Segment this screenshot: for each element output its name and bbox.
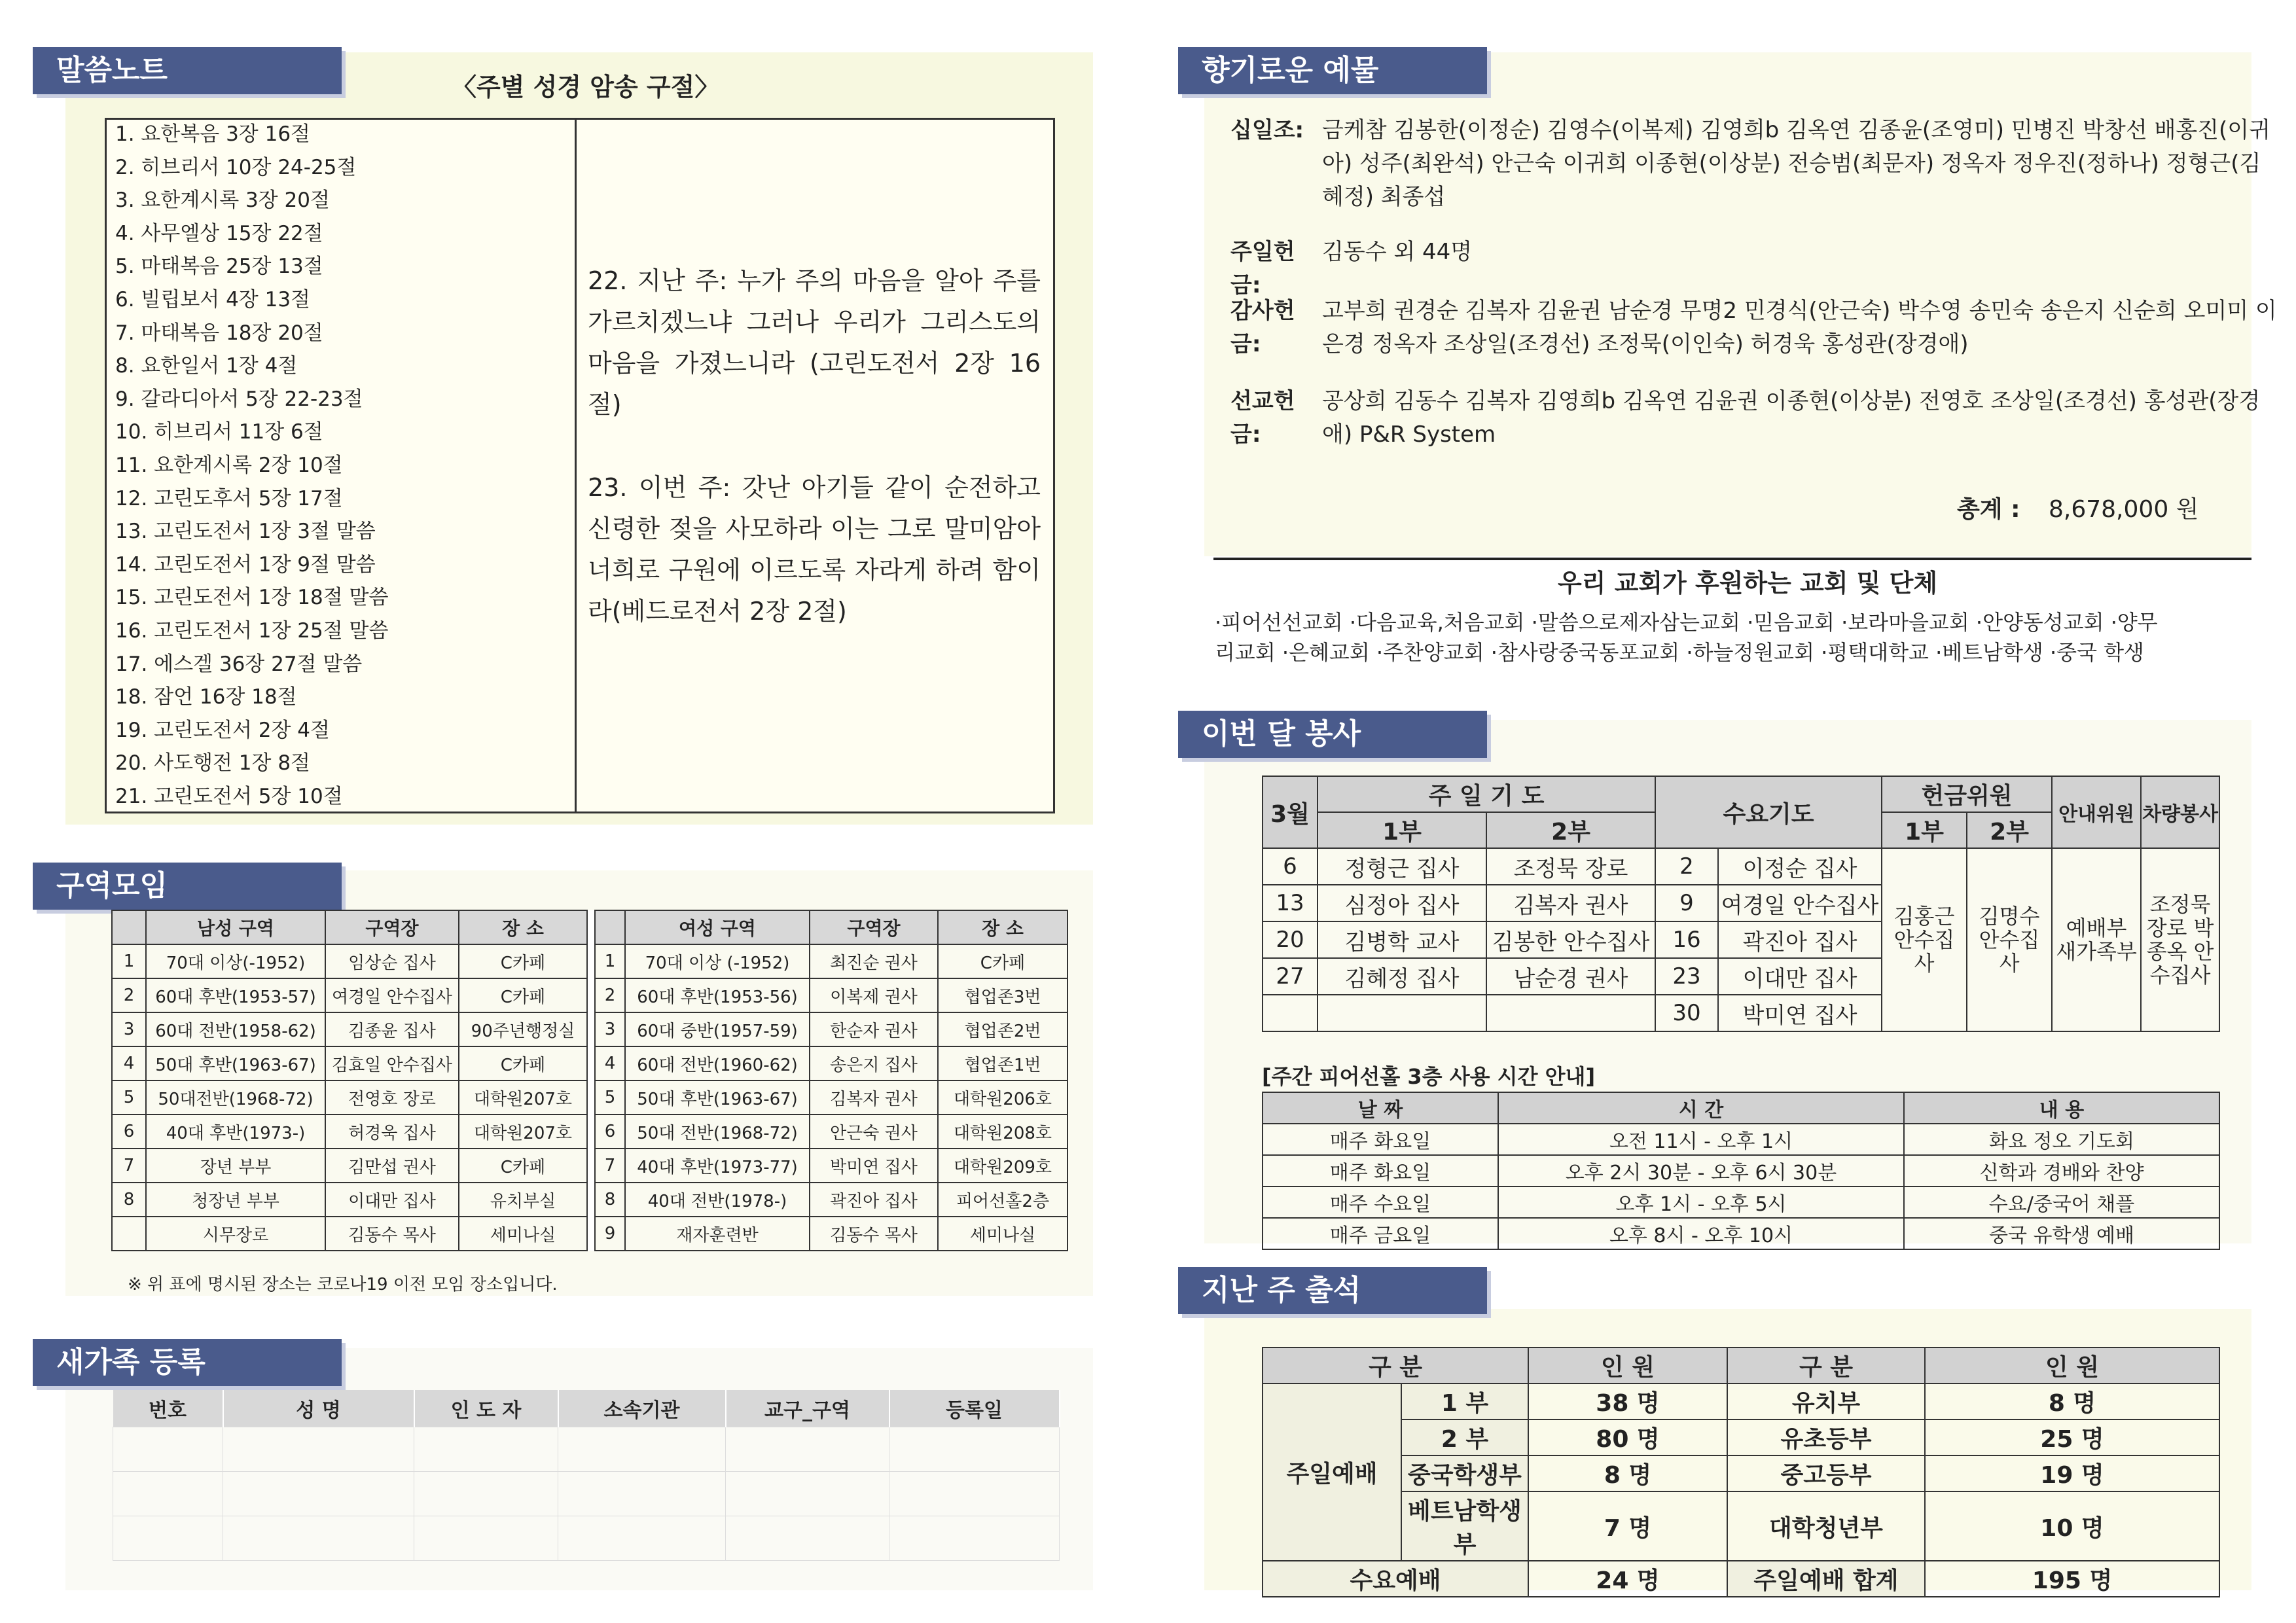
women-cell: 안근숙 권사 (810, 1115, 938, 1149)
verse-item: 8. 요한일서 1장 4절 (115, 354, 298, 378)
hall-cell: 매주 화요일 (1263, 1155, 1498, 1186)
verse-item: 3. 요한계시록 3장 20절 (115, 188, 330, 213)
thanks-offering-names: 고부희 권경순 김복자 김윤권 남순경 무명2 민경식(안근숙) 박수영 송민숙 송은지 신순희 오미미 이은경 정옥자 조상일(조경선) 조정묵(이인숙) 허경욱 홍성관(장경애) (1322, 298, 2277, 357)
verse-item: 4. 사무엘상 15장 22절 (115, 221, 323, 245)
att-col-header: 인 원 (1925, 1347, 2219, 1383)
new-family-cell[interactable] (414, 1516, 558, 1560)
new-family-cell[interactable] (113, 1516, 223, 1560)
men-cell: 대학원207호 (459, 1115, 587, 1149)
new-family-cell[interactable] (726, 1427, 889, 1471)
hall-title: [주간 피어선홀 3층 사용 시간 안내] (1262, 1064, 1596, 1089)
men-cell: 김동수 목사 (325, 1217, 459, 1251)
service-cell: 김복자 권사 (1486, 885, 1655, 921)
district-gap (587, 1115, 595, 1149)
hall-cell: 중국 유학생 예배 (1904, 1218, 2219, 1249)
guide-header: 안내위원 (2052, 776, 2141, 848)
sunday-total-label: 주일예배 합계 (1727, 1561, 1925, 1597)
att-col-header: 구 분 (1727, 1347, 1925, 1383)
women-cell: 박미연 집사 (810, 1149, 938, 1183)
service-cell: 김병학 교사 (1318, 921, 1486, 958)
hall-cell: 신학과 경배와 찬양 (1904, 1155, 2219, 1186)
attendance-row (1263, 1455, 2219, 1491)
this-week-verse: 23. 이번 주: 갓난 아기들 같이 순전하고 신령한 젖을 사모하라 이는 그로 말미암아 너희로 구원에 이르도록 자라게 하려 함이라(베드로전서 2장 2절) (588, 473, 1041, 626)
district-gap (587, 1183, 595, 1217)
women-cell: 40대 전반(1978-) (625, 1183, 810, 1217)
offering-part2-header: 2부 (1967, 812, 2052, 848)
men-cell: C카페 (459, 1149, 587, 1183)
women-cell: 세미나실 (938, 1217, 1067, 1251)
attendance-cell: 1 부 (1401, 1383, 1528, 1419)
women-cell: 이복제 권사 (810, 978, 938, 1012)
women-cell: C카페 (938, 944, 1067, 978)
women-cell: 2 (595, 978, 625, 1012)
wed-prayer-header: 수요기도 (1655, 776, 1882, 848)
service-cell: 남순경 권사 (1486, 958, 1655, 995)
service-offering2: 김명수 안수집사 (1967, 848, 2052, 1031)
offering-mission-row (1230, 385, 2278, 452)
new-family-cell[interactable] (113, 1471, 223, 1516)
attendance-cell: 25 명 (1925, 1419, 2219, 1455)
women-cell: 송은지 집사 (810, 1046, 938, 1080)
men-cell: 3 (112, 1012, 146, 1046)
men-col-header: 장 소 (459, 910, 587, 944)
new-family-cell[interactable] (558, 1516, 726, 1560)
att-col-header: 구 분 (1263, 1347, 1528, 1383)
verse-item: 12. 고린도후서 5장 17절 (115, 486, 343, 510)
new-family-col-header: 등록일 (889, 1390, 1060, 1427)
new-family-cell[interactable] (558, 1427, 726, 1471)
hall-cell: 수요/중국어 채플 (1904, 1186, 2219, 1218)
women-cell: 60대 중반(1957-59) (625, 1012, 810, 1046)
word-note-header: 말씀노트 (33, 47, 342, 94)
attendance-cell: 19 명 (1925, 1455, 2219, 1491)
women-cell: 협업존2번 (938, 1012, 1067, 1046)
hall-col-header: 날 짜 (1263, 1092, 1498, 1124)
verse-item: 18. 잠언 16장 18절 (115, 685, 297, 709)
hall-row (1263, 1186, 2219, 1218)
new-family-col-header: 인 도 자 (414, 1390, 558, 1427)
men-cell: C카페 (459, 1046, 587, 1080)
men-cell: 4 (112, 1046, 146, 1080)
women-cell: 50대 전반(1968-72) (625, 1115, 810, 1149)
hall-cell: 오후 1시 - 오후 5시 (1498, 1186, 1904, 1218)
women-cell: 60대 후반(1953-56) (625, 978, 810, 1012)
new-family-cell[interactable] (414, 1471, 558, 1516)
attendance-cell: 중국학생부 (1401, 1455, 1528, 1491)
verse-item: 21. 고린도전서 5장 10절 (115, 784, 343, 808)
men-cell: 40대 후반(1973-) (146, 1115, 325, 1149)
men-cell: 60대 전반(1958-62) (146, 1012, 325, 1046)
attendance-total-row (1263, 1561, 2219, 1597)
mission-offering-names: 공상희 김동수 김복자 김영희b 김옥연 김윤권 이종현(이상분) 전영호 조상일(조경선) 홍성관(장경애) P&R System (1322, 388, 2261, 448)
hall-row (1263, 1124, 2219, 1155)
women-cell: 한순자 권사 (810, 1012, 938, 1046)
men-cell: 5 (112, 1080, 146, 1115)
men-cell: 90주년행정실 (459, 1012, 587, 1046)
men-cell (112, 1217, 146, 1251)
offering-divider (1213, 558, 2251, 560)
new-family-table (113, 1390, 1060, 1561)
women-cell: 협업존1번 (938, 1046, 1067, 1080)
women-cell: 피어선홀2층 (938, 1183, 1067, 1217)
verse-item: 2. 히브리서 10장 24-25절 (115, 155, 357, 179)
women-cell: 70대 이상 (-1952) (625, 944, 810, 978)
hall-col-header: 내 용 (1904, 1092, 2219, 1124)
district-gap (587, 1012, 595, 1046)
new-family-row (113, 1427, 1060, 1471)
service-vehicle-val: 조정묵 장로 박종옥 안수집사 (2141, 848, 2219, 1031)
district-num-header (595, 910, 625, 944)
men-cell: 6 (112, 1115, 146, 1149)
service-cell: 27 (1263, 958, 1318, 995)
men-cell: 장년 부부 (146, 1149, 325, 1183)
service-cell: 정형근 집사 (1318, 848, 1486, 885)
attendance-row (1263, 1383, 2219, 1419)
men-cell: 8 (112, 1183, 146, 1217)
service-cell: 23 (1655, 958, 1718, 995)
service-cell (1486, 995, 1655, 1031)
hall-cell: 오후 8시 - 오후 10시 (1498, 1218, 1904, 1249)
verse-item: 16. 고린도전서 1장 25절 말씀 (115, 618, 389, 643)
hall-cell: 매주 금요일 (1263, 1218, 1498, 1249)
district-note: ※ 위 표에 명시된 장소는 코로나19 이전 모임 장소입니다. (128, 1275, 558, 1294)
verse-list (105, 118, 563, 813)
verse-list-title: 〈주별 성경 암송 구절〉 (452, 73, 720, 101)
women-cell: 대학원209호 (938, 1149, 1067, 1183)
verse-item: 11. 요한계시록 2장 10절 (115, 453, 343, 477)
hall-row (1263, 1155, 2219, 1186)
men-cell: 임상순 집사 (325, 944, 459, 978)
service-cell: 박미연 집사 (1718, 995, 1882, 1031)
sunday-offering-label: 주일헌금: (1230, 239, 1295, 298)
verse-box-divider (575, 118, 577, 813)
attendance-cell: 80 명 (1528, 1419, 1727, 1455)
new-family-cell[interactable] (889, 1471, 1060, 1516)
new-family-cell[interactable] (223, 1516, 414, 1560)
women-cell: 1 (595, 944, 625, 978)
men-cell: 70대 이상(-1952) (146, 944, 325, 978)
men-cell: 여경일 안수집사 (325, 978, 459, 1012)
attendance-table (1262, 1347, 2220, 1597)
sunday-offering-names: 김동수 외 44명 (1322, 239, 1473, 265)
men-cell: 허경욱 집사 (325, 1115, 459, 1149)
sunday-worship-label: 주일예배 (1263, 1383, 1401, 1561)
verse-item: 10. 히브리서 11장 6절 (115, 420, 323, 444)
verse-item: 20. 사도행전 1장 8절 (115, 751, 310, 776)
wed-worship-value: 24 명 (1528, 1561, 1727, 1597)
district-row (112, 1046, 1067, 1080)
support-line-1: ·피어선선교회 ·다음교육,처음교회 ·말씀으로제자삼는교회 ·믿음교회 ·보라마을교회 ·안양동성교회 ·양무 (1215, 610, 2158, 635)
support-line-2: 리교회 ·은혜교회 ·주찬양교회 ·참사랑중국동포교회 ·하늘정원교회 ·평택대학교 ·베트남학생 ·중국 학생 (1215, 640, 2144, 665)
district-gap (587, 910, 595, 944)
district-gap (587, 1080, 595, 1115)
new-family-cell[interactable] (113, 1427, 223, 1471)
wed-worship-label: 수요예배 (1263, 1561, 1528, 1597)
men-cell: 전영호 장로 (325, 1080, 459, 1115)
district-header: 구역모임 (33, 863, 342, 910)
attendance-cell: 유초등부 (1727, 1419, 1925, 1455)
service-cell: 20 (1263, 921, 1318, 958)
sunday-total-value: 195 명 (1925, 1561, 2219, 1597)
district-row (112, 1115, 1067, 1149)
hall-cell: 오후 2시 30분 - 오후 6시 30분 (1498, 1155, 1904, 1186)
service-cell: 9 (1655, 885, 1718, 921)
thanks-offering-label: 감사헌금: (1230, 298, 1295, 357)
service-row (1263, 848, 2219, 885)
sunday-part2-header: 2부 (1486, 812, 1655, 848)
tithe-label: 십일조: (1230, 117, 1304, 143)
service-table (1262, 776, 2220, 1032)
attendance-header: 지난 주 출석 (1178, 1267, 1487, 1314)
offering-part1-header: 1부 (1882, 812, 1967, 848)
attendance-cell: 유치부 (1727, 1383, 1925, 1419)
women-cell: 3 (595, 1012, 625, 1046)
verse-item: 14. 고린도전서 1장 9절 말씀 (115, 552, 376, 577)
men-cell: 2 (112, 978, 146, 1012)
district-row (112, 1080, 1067, 1115)
men-cell: 50대 후반(1963-67) (146, 1046, 325, 1080)
att-col-header: 인 원 (1528, 1347, 1727, 1383)
new-family-cell[interactable] (223, 1427, 414, 1471)
offering-total-label: 총계 : (1957, 496, 2020, 523)
men-cell: 유치부실 (459, 1183, 587, 1217)
service-cell: 이정순 집사 (1718, 848, 1882, 885)
service-month: 3월 (1263, 776, 1318, 848)
new-family-cell[interactable] (223, 1471, 414, 1516)
last-week-verse: 22. 지난 주: 누가 주의 마음을 알아 주를 가르치겠느냐 그러나 우리가 그리스도의 마음을 가졌느니라 (고린도전서 2장 16절) (588, 266, 1041, 419)
service-header: 이번 달 봉사 (1178, 711, 1487, 758)
new-family-col-header: 소속기관 (558, 1390, 726, 1427)
district-row (112, 1217, 1067, 1251)
offering-sunday-row (1230, 236, 2278, 302)
service-cell: 조정묵 장로 (1486, 848, 1655, 885)
district-row (112, 1149, 1067, 1183)
tithe-names: 금케참 김봉한(이정순) 김영수(이복제) 김영희b 김옥연 김종윤(조영미) 민병진 박창선 배홍진(이귀아) 성주(최완석) 안근숙 이귀희 이종현(이상분) 전승범(최문자) 정옥자 정우진(정하나) 정형근(김혜정) 최종섭 (1322, 117, 2270, 210)
women-cell: 8 (595, 1183, 625, 1217)
verse-item: 19. 고린도전서 2장 4절 (115, 718, 330, 742)
attendance-cell: 8 명 (1925, 1383, 2219, 1419)
verse-item: 6. 빌립보서 4장 13절 (115, 287, 310, 312)
new-family-row (113, 1471, 1060, 1516)
women-cell: 4 (595, 1046, 625, 1080)
attendance-cell: 38 명 (1528, 1383, 1727, 1419)
new-family-col-header: 번호 (113, 1390, 223, 1427)
service-cell (1318, 995, 1486, 1031)
offering-total-value: 8,678,000 원 (2049, 496, 2199, 523)
district-row (112, 944, 1067, 978)
attendance-cell: 중고등부 (1727, 1455, 1925, 1491)
district-gap (587, 944, 595, 978)
new-family-cell[interactable] (889, 1427, 1060, 1471)
women-cell: 재자훈련반 (625, 1217, 810, 1251)
offering-committee-header: 헌금위원 (1882, 776, 2052, 812)
men-cell: 이대만 집사 (325, 1183, 459, 1217)
new-family-cell[interactable] (558, 1471, 726, 1516)
women-col-header: 여성 구역 (625, 910, 810, 944)
service-cell: 2 (1655, 848, 1718, 885)
district-table (111, 910, 1068, 1251)
men-cell: 1 (112, 944, 146, 978)
men-cell: 7 (112, 1149, 146, 1183)
attendance-row (1263, 1491, 2219, 1561)
support-title: 우리 교회가 후원하는 교회 및 단체 (1558, 569, 1938, 597)
men-cell: 청장년 부부 (146, 1183, 325, 1217)
new-family-cell[interactable] (726, 1516, 889, 1560)
district-num-header (112, 910, 146, 944)
verse-item: 5. 마태복음 25장 13절 (115, 255, 323, 279)
new-family-row (113, 1516, 1060, 1560)
men-col-header: 구역장 (325, 910, 459, 944)
offering-thanks-row (1230, 294, 2278, 361)
hall-row (1263, 1218, 2219, 1249)
attendance-cell: 7 명 (1528, 1491, 1727, 1561)
verse-item: 13. 고린도전서 1장 3절 말씀 (115, 520, 376, 544)
women-cell: 5 (595, 1080, 625, 1115)
sunday-prayer-header: 주 일 기 도 (1318, 776, 1655, 812)
men-cell: 김효일 안수집사 (325, 1046, 459, 1080)
women-cell: 협업존3번 (938, 978, 1067, 1012)
verse-item: 15. 고린도전서 1장 18절 말씀 (115, 586, 389, 610)
verse-item: 7. 마태복음 18장 20절 (115, 321, 323, 345)
men-cell: 김만섭 권사 (325, 1149, 459, 1183)
women-cell: 곽진아 집사 (810, 1183, 938, 1217)
service-cell: 6 (1263, 848, 1318, 885)
hall-cell: 매주 수요일 (1263, 1186, 1498, 1218)
service-cell: 곽진아 집사 (1718, 921, 1882, 958)
district-row (112, 1012, 1067, 1046)
women-cell: 50대 후반(1963-67) (625, 1080, 810, 1115)
attendance-cell: 2 부 (1401, 1419, 1528, 1455)
men-cell: C카페 (459, 944, 587, 978)
service-offering1: 김홍근 안수집사 (1882, 848, 1967, 1031)
verse-item: 17. 에스겔 36장 27절 말씀 (115, 652, 363, 676)
district-gap (587, 1217, 595, 1251)
women-cell: 대학원206호 (938, 1080, 1067, 1115)
service-cell: 30 (1655, 995, 1718, 1031)
district-gap (587, 1149, 595, 1183)
women-cell: 김동수 목사 (810, 1217, 938, 1251)
new-family-header: 새가족 등록 (33, 1339, 342, 1386)
hall-col-header: 시 간 (1498, 1092, 1904, 1124)
service-cell: 13 (1263, 885, 1318, 921)
men-col-header: 남성 구역 (146, 910, 325, 944)
hall-table (1262, 1092, 2220, 1250)
service-cell: 16 (1655, 921, 1718, 958)
district-gap (587, 1046, 595, 1080)
women-cell: 6 (595, 1115, 625, 1149)
men-cell: 60대 후반(1953-57) (146, 978, 325, 1012)
women-col-header: 구역장 (810, 910, 938, 944)
service-cell (1263, 995, 1318, 1031)
women-cell: 40대 후반(1973-77) (625, 1149, 810, 1183)
women-cell: 최진순 권사 (810, 944, 938, 978)
hall-cell: 매주 화요일 (1263, 1124, 1498, 1155)
service-cell: 여경일 안수집사 (1718, 885, 1882, 921)
attendance-cell: 베트남학생부 (1401, 1491, 1528, 1561)
hall-cell: 오전 11시 - 오후 1시 (1498, 1124, 1904, 1155)
women-cell: 김복자 권사 (810, 1080, 938, 1115)
attendance-row (1263, 1419, 2219, 1455)
verse-item: 1. 요한복음 3장 16절 (115, 122, 310, 146)
men-cell: C카페 (459, 978, 587, 1012)
service-cell: 김봉한 안수집사 (1486, 921, 1655, 958)
new-family-cell[interactable] (726, 1471, 889, 1516)
women-cell: 7 (595, 1149, 625, 1183)
men-cell: 세미나실 (459, 1217, 587, 1251)
men-cell: 김종윤 집사 (325, 1012, 459, 1046)
men-cell: 50대전반(1968-72) (146, 1080, 325, 1115)
attendance-cell: 대학청년부 (1727, 1491, 1925, 1561)
women-cell: 60대 전반(1960-62) (625, 1046, 810, 1080)
hall-cell: 화요 정오 기도회 (1904, 1124, 2219, 1155)
service-cell: 이대만 집사 (1718, 958, 1882, 995)
district-row (112, 1183, 1067, 1217)
women-cell: 9 (595, 1217, 625, 1251)
sunday-part1-header: 1부 (1318, 812, 1486, 848)
verse-item: 9. 갈라디아서 5장 22-23절 (115, 387, 363, 411)
vehicle-header: 차량봉사 (2141, 776, 2219, 848)
men-cell: 대학원207호 (459, 1080, 587, 1115)
new-family-col-header: 성 명 (223, 1390, 414, 1427)
women-col-header: 장 소 (938, 910, 1067, 944)
mission-offering-label: 선교헌금: (1230, 388, 1295, 448)
service-cell: 심정아 집사 (1318, 885, 1486, 921)
offering-header: 향기로운 예물 (1178, 47, 1487, 94)
attendance-cell: 10 명 (1925, 1491, 2219, 1561)
district-gap (587, 978, 595, 1012)
new-family-cell[interactable] (889, 1516, 1060, 1560)
offering-tithe-row (1230, 114, 2278, 214)
women-cell: 대학원208호 (938, 1115, 1067, 1149)
new-family-cell[interactable] (414, 1427, 558, 1471)
new-family-col-header: 교구_구역 (726, 1390, 889, 1427)
men-cell: 시무장로 (146, 1217, 325, 1251)
attendance-cell: 8 명 (1528, 1455, 1727, 1491)
district-row (112, 978, 1067, 1012)
service-guide-val: 예배부 새가족부 (2052, 848, 2141, 1031)
service-cell: 김혜정 집사 (1318, 958, 1486, 995)
